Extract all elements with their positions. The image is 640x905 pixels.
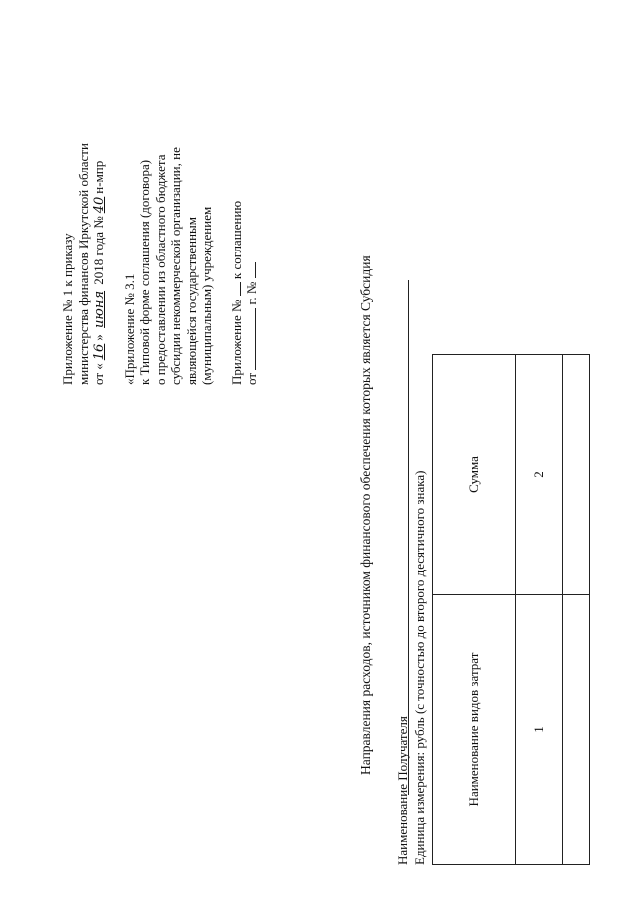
appendix-line-5: (муниципальным) учреждением bbox=[199, 206, 214, 385]
units-label: Единица измерения: рубль (с точностью до второго десятичного знака) bbox=[412, 470, 427, 865]
recipient-underline bbox=[408, 280, 409, 795]
appendix-line-1: к Типовой форме соглашения (договора) bbox=[137, 159, 152, 385]
appendix-line-3: субсидии некоммерческой организации, не bbox=[168, 147, 183, 385]
date-prefix: от « bbox=[91, 363, 106, 385]
agreement-appendix-label: Приложение № bbox=[228, 299, 244, 385]
header-block bbox=[60, 5, 260, 385]
expenses-table bbox=[432, 354, 590, 865]
table-cell bbox=[563, 355, 590, 595]
year-text: 2018 года № bbox=[91, 216, 106, 285]
column-number-1: 1 bbox=[516, 595, 563, 865]
column-number-2: 2 bbox=[516, 355, 563, 595]
order-date-line bbox=[91, 5, 108, 385]
blank-agreement-number bbox=[244, 262, 256, 278]
appendix-line-2: о предоставлении из областного бюджета bbox=[152, 154, 168, 385]
agreement-line-2 bbox=[244, 5, 260, 385]
recipient-label: Наименование Получателя bbox=[395, 716, 410, 865]
header-amount: Сумма bbox=[433, 355, 516, 595]
blank-appendix-number bbox=[229, 282, 241, 296]
ministry-line: министерства финансов Иркутской области bbox=[75, 143, 91, 385]
number-suffix: н-мпр bbox=[91, 160, 106, 194]
date-quote: » bbox=[91, 334, 106, 341]
agreement-number-label: г. № bbox=[244, 281, 259, 305]
handwritten-day: 16 bbox=[92, 343, 107, 361]
table-cell bbox=[563, 595, 590, 865]
appendix-line-4: являющейся государственным bbox=[183, 216, 199, 385]
table-header-row bbox=[433, 355, 516, 865]
handwritten-month: июня bbox=[92, 290, 107, 328]
agreement-from-label: от bbox=[244, 372, 259, 385]
table-number-row bbox=[516, 355, 563, 865]
blank-agreement-date bbox=[244, 308, 256, 370]
document-title: Направления расходов, источником финансового обеспечения которых является Субсидия bbox=[358, 255, 373, 775]
agreement-label: к соглашению bbox=[228, 200, 244, 280]
table-row bbox=[563, 355, 590, 865]
agreement-line-1 bbox=[229, 5, 245, 385]
appendix-title: «Приложение № 3.1 bbox=[121, 273, 137, 385]
handwritten-number: 40 bbox=[92, 196, 107, 214]
order-appendix-line: Приложение № 1 к приказу bbox=[60, 233, 75, 385]
header-cost-types: Наименование видов затрат bbox=[433, 595, 516, 865]
